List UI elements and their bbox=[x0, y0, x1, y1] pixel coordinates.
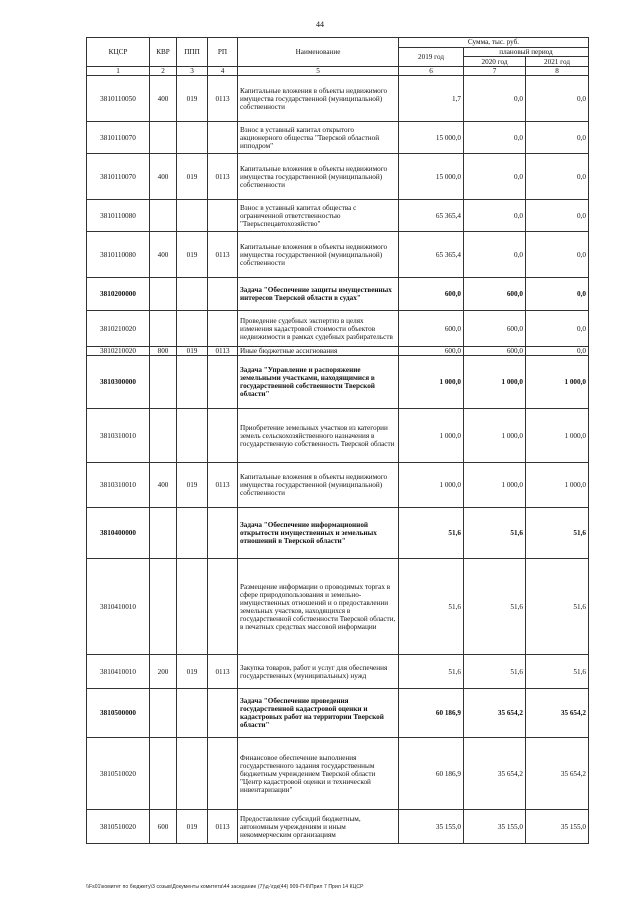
row-kvr bbox=[150, 122, 177, 154]
row-value-2020: 1 000,0 bbox=[464, 356, 526, 409]
col-number-5: 5 bbox=[238, 67, 399, 76]
col-header-kvr: КВР bbox=[150, 38, 177, 67]
row-kvr: 800 bbox=[150, 347, 177, 356]
row-value-2020: 600,0 bbox=[464, 347, 526, 356]
row-value-2021: 0,0 bbox=[526, 347, 589, 356]
row-ppp bbox=[177, 200, 208, 232]
row-value-2020: 35 654,2 bbox=[464, 738, 526, 810]
row-value-2021: 0,0 bbox=[526, 154, 589, 200]
row-ppp bbox=[177, 122, 208, 154]
col-header-planned: плановый период bbox=[464, 48, 589, 57]
row-rp bbox=[208, 311, 238, 347]
row-value-2019: 600,0 bbox=[399, 347, 464, 356]
col-number-1: 1 bbox=[87, 67, 150, 76]
table-row bbox=[87, 409, 589, 463]
row-rp: 0113 bbox=[208, 347, 238, 356]
row-value-2020: 1 000,0 bbox=[464, 409, 526, 463]
row-value-2019: 1,7 bbox=[399, 76, 464, 122]
row-value-2019: 600,0 bbox=[399, 278, 464, 311]
row-value-2019: 65 365,4 bbox=[399, 200, 464, 232]
row-value-2020: 51,6 bbox=[464, 559, 526, 655]
row-value-2019: 15 000,0 bbox=[399, 154, 464, 200]
row-name: Капитальные вложения в объекты недвижимого имущества государственной (муниципальной) собственности bbox=[238, 76, 399, 122]
row-value-2019: 51,6 bbox=[399, 508, 464, 559]
table-row bbox=[87, 311, 589, 347]
col-number-3: 3 bbox=[177, 67, 208, 76]
row-value-2021: 51,6 bbox=[526, 508, 589, 559]
col-header-2020: 2020 год bbox=[464, 57, 526, 67]
row-kcsr: 3810110070 bbox=[87, 122, 150, 154]
row-value-2019: 65 365,4 bbox=[399, 232, 464, 278]
row-kcsr: 3810200000 bbox=[87, 278, 150, 311]
row-kvr: 400 bbox=[150, 463, 177, 508]
row-kvr: 600 bbox=[150, 810, 177, 844]
row-name: Взнос в уставный капитал общества с ограниченной ответственностью "Тверьспецавтохозяйство" bbox=[238, 200, 399, 232]
row-kcsr: 3810510020 bbox=[87, 738, 150, 810]
row-kvr bbox=[150, 311, 177, 347]
budget-table bbox=[86, 37, 589, 844]
table-row bbox=[87, 347, 589, 356]
row-value-2019: 1 000,0 bbox=[399, 463, 464, 508]
table-row bbox=[87, 655, 589, 689]
table-row bbox=[87, 232, 589, 278]
row-rp: 0113 bbox=[208, 655, 238, 689]
row-kcsr: 3810300000 bbox=[87, 356, 150, 409]
row-value-2021: 0,0 bbox=[526, 76, 589, 122]
row-rp bbox=[208, 200, 238, 232]
col-header-sum: Сумма, тыс. руб. bbox=[399, 38, 589, 48]
row-value-2020: 35 654,2 bbox=[464, 689, 526, 738]
row-kvr bbox=[150, 559, 177, 655]
row-ppp: 019 bbox=[177, 232, 208, 278]
row-value-2021: 0,0 bbox=[526, 311, 589, 347]
task-row bbox=[87, 278, 589, 311]
row-ppp: 019 bbox=[177, 154, 208, 200]
row-rp bbox=[208, 356, 238, 409]
row-value-2019: 51,6 bbox=[399, 655, 464, 689]
table-row bbox=[87, 810, 589, 844]
table-row bbox=[87, 154, 589, 200]
table-header bbox=[87, 38, 589, 76]
row-name: Взнос в уставный капитал открытого акционерного общества "Тверской областной ипподром" bbox=[238, 122, 399, 154]
row-kcsr: 3810110050 bbox=[87, 76, 150, 122]
row-name: Капитальные вложения в объекты недвижимого имущества государственной (муниципальной) собственности bbox=[238, 154, 399, 200]
row-name: Иные бюджетные ассигнования bbox=[238, 347, 399, 356]
row-ppp bbox=[177, 559, 208, 655]
row-value-2020: 1 000,0 bbox=[464, 463, 526, 508]
row-kvr: 400 bbox=[150, 154, 177, 200]
row-kcsr: 3810110080 bbox=[87, 200, 150, 232]
row-name: Размещение информации о проводимых торгах в сфере природопользования и земельно-имущественных отношений и о предоставлении земельных участков, находящихся в государственной собственности Тверской области, в печатных средствах массовой информации bbox=[238, 559, 399, 655]
row-value-2021: 51,6 bbox=[526, 559, 589, 655]
row-ppp: 019 bbox=[177, 463, 208, 508]
row-ppp bbox=[177, 409, 208, 463]
table-row bbox=[87, 200, 589, 232]
row-name: Задача "Обеспечение информационной открытости имущественных и земельных отношений в Тверской области" bbox=[238, 508, 399, 559]
task-row bbox=[87, 508, 589, 559]
row-ppp: 019 bbox=[177, 810, 208, 844]
table-row bbox=[87, 463, 589, 508]
row-ppp bbox=[177, 311, 208, 347]
table-row bbox=[87, 76, 589, 122]
row-kcsr: 3810410010 bbox=[87, 655, 150, 689]
row-value-2020: 51,6 bbox=[464, 508, 526, 559]
row-rp bbox=[208, 122, 238, 154]
row-kvr: 200 bbox=[150, 655, 177, 689]
row-kcsr: 3810110070 bbox=[87, 154, 150, 200]
row-kcsr: 3810510020 bbox=[87, 810, 150, 844]
row-value-2020: 35 155,0 bbox=[464, 810, 526, 844]
row-kcsr: 3810210020 bbox=[87, 347, 150, 356]
col-header-2021: 2021 год bbox=[526, 57, 589, 67]
row-rp bbox=[208, 409, 238, 463]
row-kcsr: 3810410010 bbox=[87, 559, 150, 655]
row-value-2021: 1 000,0 bbox=[526, 463, 589, 508]
row-rp: 0113 bbox=[208, 154, 238, 200]
row-kvr bbox=[150, 689, 177, 738]
row-rp bbox=[208, 689, 238, 738]
row-name: Проведение судебных экспертиз в целях изменения кадастровой стоимости объектов недвижимости в рамках судебных разбирательств bbox=[238, 311, 399, 347]
row-rp bbox=[208, 738, 238, 810]
row-rp: 0113 bbox=[208, 463, 238, 508]
row-value-2021: 35 654,2 bbox=[526, 738, 589, 810]
row-value-2021: 0,0 bbox=[526, 278, 589, 311]
row-value-2020: 0,0 bbox=[464, 154, 526, 200]
table-row bbox=[87, 738, 589, 810]
row-value-2019: 600,0 bbox=[399, 311, 464, 347]
row-value-2020: 0,0 bbox=[464, 122, 526, 154]
row-name: Задача "Обеспечение защиты имущественных интересов Тверской области в судах" bbox=[238, 278, 399, 311]
col-number-2: 2 bbox=[150, 67, 177, 76]
row-kcsr: 3810310010 bbox=[87, 409, 150, 463]
row-value-2019: 1 000,0 bbox=[399, 409, 464, 463]
row-ppp bbox=[177, 689, 208, 738]
row-kcsr: 3810110080 bbox=[87, 232, 150, 278]
row-ppp bbox=[177, 738, 208, 810]
row-name: Капитальные вложения в объекты недвижимого имущества государственной (муниципальной) собственности bbox=[238, 463, 399, 508]
row-value-2021: 0,0 bbox=[526, 232, 589, 278]
row-value-2021: 35 654,2 bbox=[526, 689, 589, 738]
row-rp: 0113 bbox=[208, 76, 238, 122]
row-ppp: 019 bbox=[177, 655, 208, 689]
row-value-2019: 1 000,0 bbox=[399, 356, 464, 409]
row-value-2019: 60 186,9 bbox=[399, 689, 464, 738]
row-value-2021: 51,6 bbox=[526, 655, 589, 689]
row-name: Предоставление субсидий бюджетным, автономным учреждениям и иным некоммерческим организациям bbox=[238, 810, 399, 844]
col-number-7: 7 bbox=[464, 67, 526, 76]
row-name: Приобретение земельных участков из категории земель сельскохозяйственного назначения в государственную собственность Тверской области bbox=[238, 409, 399, 463]
row-rp: 0113 bbox=[208, 232, 238, 278]
row-kcsr: 3810210020 bbox=[87, 311, 150, 347]
row-value-2020: 600,0 bbox=[464, 311, 526, 347]
row-kvr bbox=[150, 200, 177, 232]
file-path-footer: \\Fs01\комитет по бюджету\3 созыв\Документы комитета\44 заседание (7)\д-\гдк(44) 909-П-6\Прил 7 Прил 14 КЦСР bbox=[86, 884, 364, 890]
page-number: 44 bbox=[316, 20, 324, 29]
row-value-2021: 0,0 bbox=[526, 200, 589, 232]
row-kcsr: 3810500000 bbox=[87, 689, 150, 738]
col-header-rp: РП bbox=[208, 38, 238, 67]
col-number-8: 8 bbox=[526, 67, 589, 76]
row-name: Задача "Управление и распоряжение земельными участками, находящимися в государственной собственности Тверской области" bbox=[238, 356, 399, 409]
row-kvr bbox=[150, 356, 177, 409]
row-value-2019: 51,6 bbox=[399, 559, 464, 655]
col-number-4: 4 bbox=[208, 67, 238, 76]
col-header-ppp: ППП bbox=[177, 38, 208, 67]
task-row bbox=[87, 689, 589, 738]
row-name: Задача "Обеспечение проведения государственной кадастровой оценки и кадастровых работ на территории Тверской области" bbox=[238, 689, 399, 738]
row-value-2019: 35 155,0 bbox=[399, 810, 464, 844]
col-header-kcsr: КЦСР bbox=[87, 38, 150, 67]
row-ppp: 019 bbox=[177, 347, 208, 356]
col-header-2019: 2019 год bbox=[399, 48, 464, 67]
table-body bbox=[87, 76, 589, 844]
row-kvr bbox=[150, 738, 177, 810]
row-rp bbox=[208, 559, 238, 655]
row-ppp bbox=[177, 278, 208, 311]
row-value-2019: 15 000,0 bbox=[399, 122, 464, 154]
task-row bbox=[87, 356, 589, 409]
row-value-2020: 0,0 bbox=[464, 200, 526, 232]
row-kvr: 400 bbox=[150, 232, 177, 278]
row-rp bbox=[208, 508, 238, 559]
row-value-2019: 60 186,9 bbox=[399, 738, 464, 810]
row-ppp bbox=[177, 356, 208, 409]
row-name: Закупка товаров, работ и услуг для обеспечения государственных (муниципальных) нужд bbox=[238, 655, 399, 689]
row-name: Капитальные вложения в объекты недвижимого имущества государственной (муниципальной) собственности bbox=[238, 232, 399, 278]
row-value-2020: 0,0 bbox=[464, 232, 526, 278]
table-row bbox=[87, 559, 589, 655]
row-value-2020: 51,6 bbox=[464, 655, 526, 689]
row-value-2021: 0,0 bbox=[526, 122, 589, 154]
col-header-name: Наименование bbox=[238, 38, 399, 67]
row-rp: 0113 bbox=[208, 810, 238, 844]
row-value-2021: 35 155,0 bbox=[526, 810, 589, 844]
row-ppp: 019 bbox=[177, 76, 208, 122]
row-kcsr: 3810400000 bbox=[87, 508, 150, 559]
col-number-6: 6 bbox=[399, 67, 464, 76]
row-value-2021: 1 000,0 bbox=[526, 409, 589, 463]
row-kvr bbox=[150, 508, 177, 559]
table-row bbox=[87, 122, 589, 154]
row-value-2020: 600,0 bbox=[464, 278, 526, 311]
row-value-2020: 0,0 bbox=[464, 76, 526, 122]
row-kvr bbox=[150, 278, 177, 311]
row-ppp bbox=[177, 508, 208, 559]
row-kvr bbox=[150, 409, 177, 463]
row-name: Финансовое обеспечение выполнения государственного задания государственным бюджетным учреждением Тверской области "Центр кадастровой оценки и технической инвентаризации" bbox=[238, 738, 399, 810]
row-value-2021: 1 000,0 bbox=[526, 356, 589, 409]
row-rp bbox=[208, 278, 238, 311]
row-kvr: 400 bbox=[150, 76, 177, 122]
row-kcsr: 3810310010 bbox=[87, 463, 150, 508]
